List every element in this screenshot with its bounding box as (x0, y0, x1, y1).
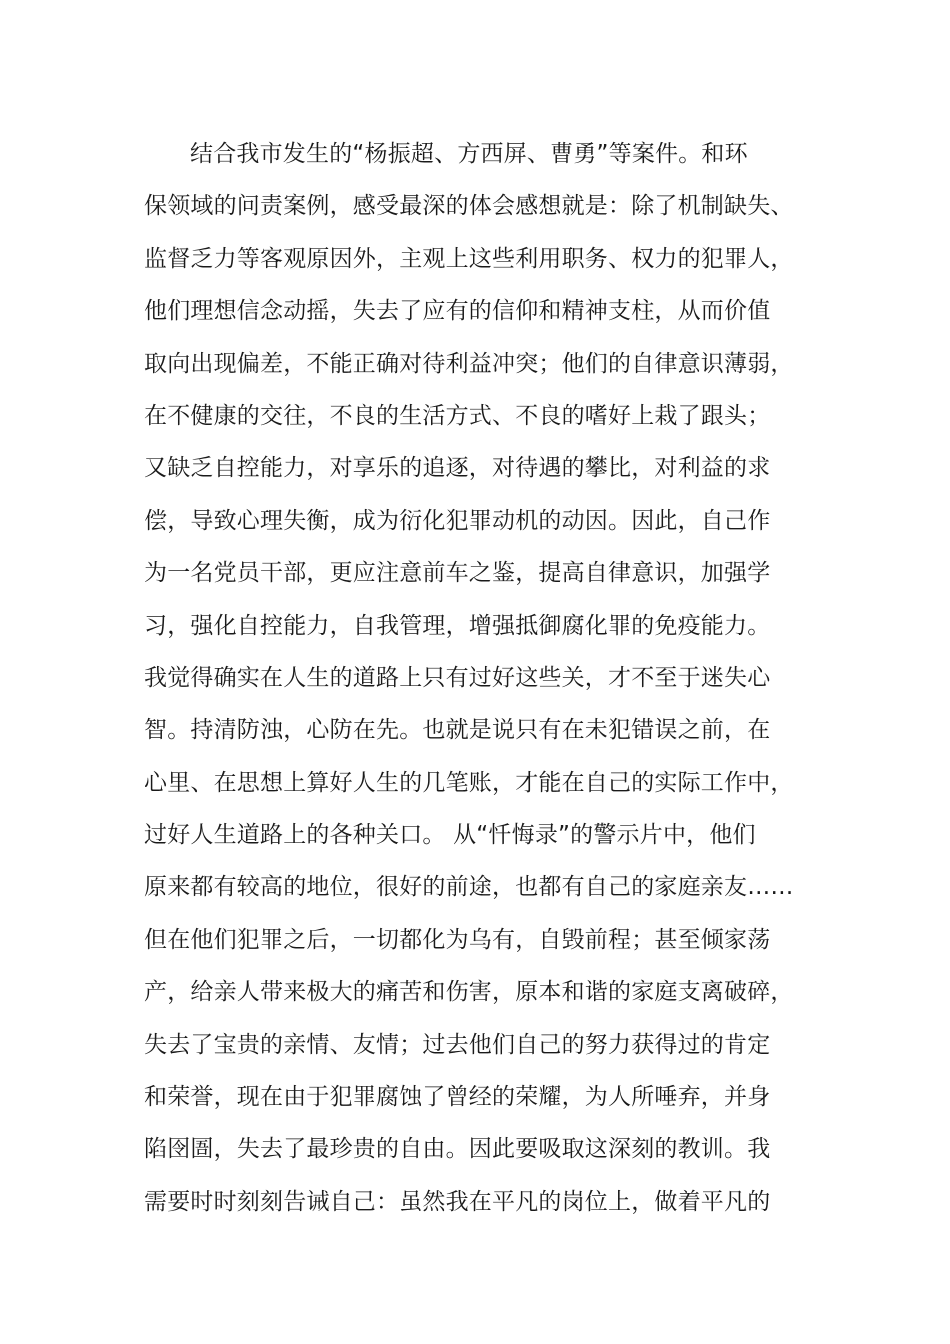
text-line: 但在他们犯罪之后，一切都化为乌有，自毁前程；甚至倾家荡 (144, 926, 771, 953)
text-line: 心里、在思想上算好人生的几笔账，才能在自己的实际工作中， (144, 769, 794, 796)
text-line: 习，强化自控能力，自我管理，增强抵御腐化罪的免疫能力。 (144, 612, 771, 639)
text-line: 需要时时刻刻告诫自己：虽然我在平凡的岗位上，做着平凡的 (144, 1188, 771, 1215)
text-line: 偿，导致心理失衡，成为衍化犯罪动机的动因。因此，自己作 (144, 507, 771, 534)
text-line: 监督乏力等客观原因外，主观上这些利用职务、权力的犯罪人， (144, 245, 794, 272)
text-line: 产，给亲人带来极大的痛苦和伤害，原本和谐的家庭支离破碎， (144, 979, 794, 1006)
text-line: 保领域的问责案例，感受最深的体会感想就是：除了机制缺失、 (144, 193, 794, 220)
text-line: 又缺乏自控能力，对享乐的追逐，对待遇的攀比，对利益的求 (144, 455, 771, 482)
text-line: 结合我市发生的“杨振超、方西屏、曹勇”等案件。和环 (190, 141, 748, 167)
text-line: 过好人生道路上的各种关口。 从“忏悔录”的警示片中，他们 (144, 822, 756, 849)
text-line: 在不健康的交往，不良的生活方式、不良的嗜好上栽了跟头； (144, 402, 771, 429)
text-line: 为一名党员干部，更应注意前车之鉴，提高自律意识，加强学 (144, 560, 771, 587)
text-line: 原来都有较高的地位，很好的前途，也都有自己的家庭亲友…… (144, 874, 794, 901)
text-line: 取向出现偏差，不能正确对待利益冲突；他们的自律意识薄弱， (144, 350, 794, 377)
text-line: 失去了宝贵的亲情、友情；过去他们自己的努力获得过的肯定 (144, 1031, 771, 1058)
text-line: 他们理想信念动摇，失去了应有的信仰和精神支柱，从而价值 (144, 298, 771, 325)
text-line: 智。持清防浊，心防在先。也就是说只有在未犯错误之前，在 (144, 717, 771, 744)
body-paragraph (144, 128, 814, 1228)
text-line: 和荣誉，现在由于犯罪腐蚀了曾经的荣耀，为人所唾弃，并身 (144, 1084, 771, 1111)
text-line: 陷囹圄，失去了最珍贵的自由。因此要吸取这深刻的教训。我 (144, 1136, 771, 1163)
text-line: 我觉得确实在人生的道路上只有过好这些关，才不至于迷失心 (144, 664, 771, 691)
